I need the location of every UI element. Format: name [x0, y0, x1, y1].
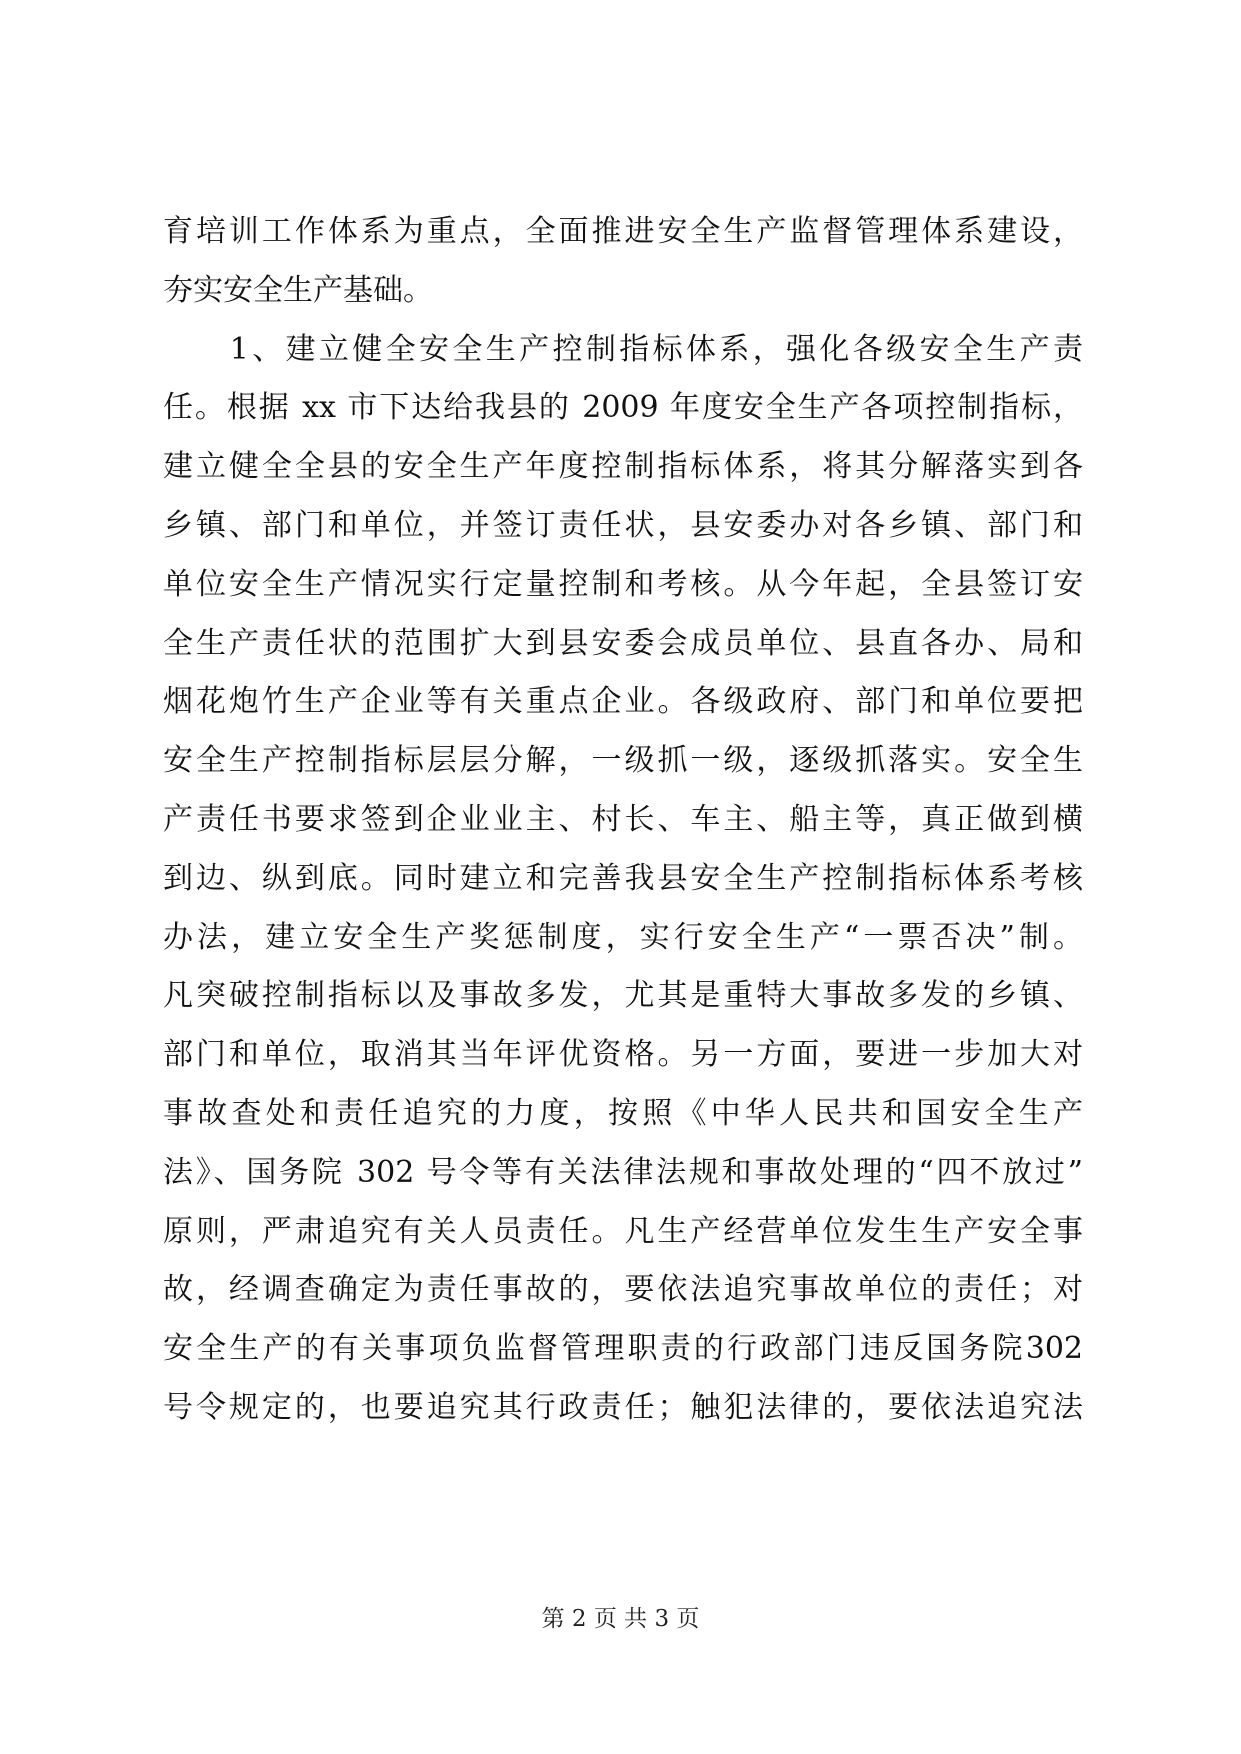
- text-line: 1、建立健全安全生产控制指标体系，强化各级安全生产责: [163, 331, 1083, 367]
- text-line: 产责任书要求签到企业业主、村长、车主、船主等，真正做到横: [163, 801, 1083, 837]
- text-line: 法》、国务院 302 号令等有关法律法规和事故处理的“四不放过”: [163, 1154, 1083, 1190]
- text-line: 原则，严肃追究有关人员责任。凡生产经营单位发生生产安全事: [163, 1213, 1083, 1249]
- text-line: 号令规定的，也要追究其行政责任；触犯法律的，要依法追究法: [163, 1389, 1083, 1425]
- text-line: 单位安全生产情况实行定量控制和考核。从今年起，全县签订安: [163, 566, 1083, 602]
- text-line: 烟花炮竹生产企业等有关重点企业。各级政府、部门和单位要把: [163, 684, 1083, 720]
- text-line: 部门和单位，取消其当年评优资格。另一方面，要进一步加大对: [163, 1037, 1083, 1073]
- text-line: 建立健全全县的安全生产年度控制指标体系，将其分解落实到各: [163, 449, 1083, 485]
- text-line: 夯实安全生产基础。: [163, 272, 433, 308]
- text-line: 办法，建立安全生产奖惩制度，实行安全生产“一票否决”制。: [163, 919, 1083, 955]
- text-line: 育培训工作体系为重点，全面推进安全生产监督管理体系建设，: [163, 214, 1083, 249]
- text-line: 事故查处和责任追究的力度，按照《中华人民共和国安全生产: [163, 1095, 1083, 1131]
- page-number-footer: 第 2 页 共 3 页: [541, 1606, 700, 1632]
- text-line: 安全生产的有关事项负监督管理职责的行政部门违反国务院302: [163, 1331, 1083, 1367]
- text-line: 任。根据 xx 市下达给我县的 2009 年度安全生产各项控制指标，: [163, 390, 1083, 426]
- text-line: 到边、纵到底。同时建立和完善我县安全生产控制指标体系考核: [163, 860, 1083, 896]
- text-line: 故，经调查确定为责任事故的，要依法追究事故单位的责任；对: [163, 1272, 1083, 1308]
- text-line: 乡镇、部门和单位，并签订责任状，县安委办对各乡镇、部门和: [163, 507, 1083, 543]
- text-line: 凡突破控制指标以及事故多发，尤其是重特大事故多发的乡镇、: [163, 978, 1083, 1014]
- document-body: [163, 203, 1083, 1438]
- text-line: 全生产责任状的范围扩大到县安委会成员单位、县直各办、局和: [163, 625, 1083, 661]
- text-line: 安全生产控制指标层层分解，一级抓一级，逐级抓落实。安全生: [163, 743, 1083, 779]
